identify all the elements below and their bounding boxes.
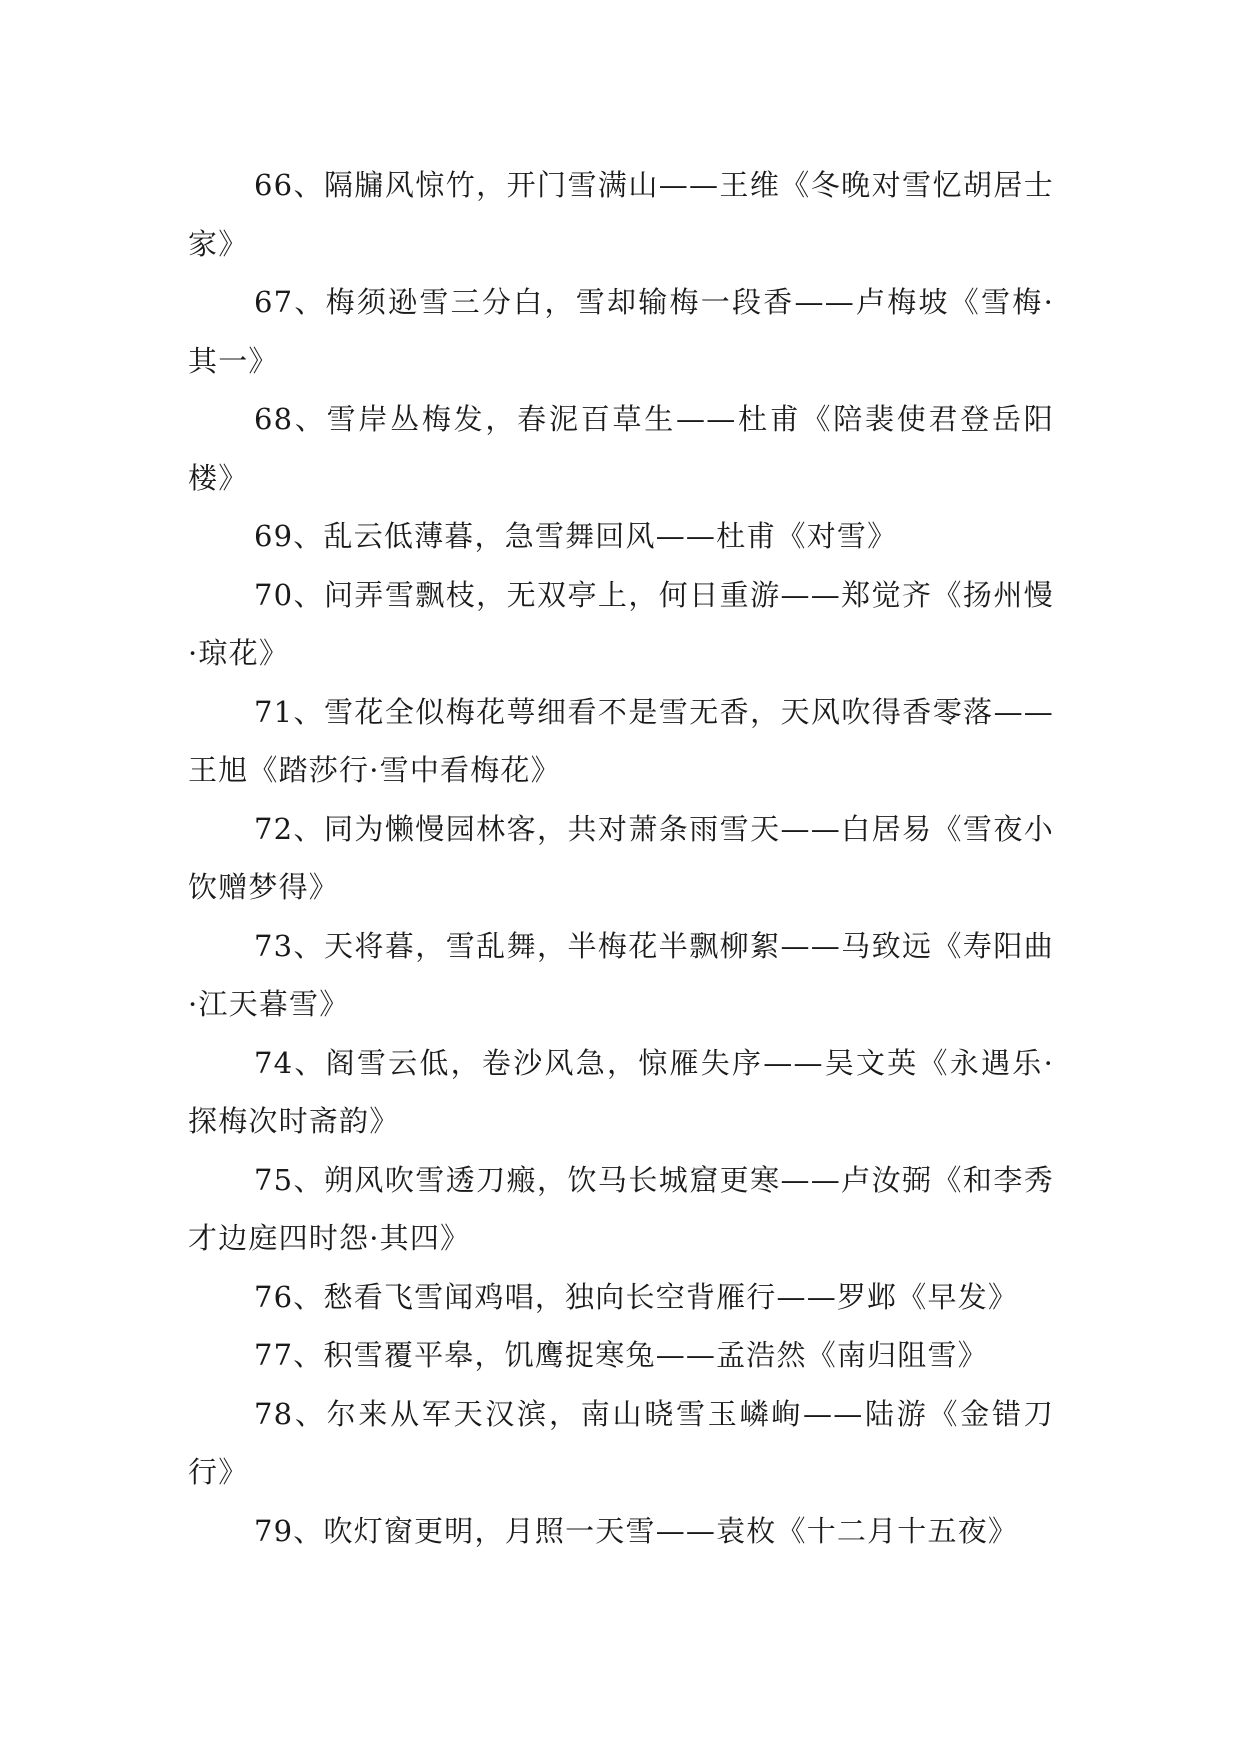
poem-line-67: 67、梅须逊雪三分白，雪却输梅一段香——卢梅坡《雪梅·其一》 — [188, 285, 1054, 378]
poem-line-70: 70、问弄雪飘枝，无双亭上，何日重游——郑觉齐《扬州慢·琼花》 — [188, 577, 1054, 670]
poem-line-78: 78、尔来从军天汉滨，南山晓雪玉嶙峋——陆游《金错刀行》 — [188, 1396, 1054, 1489]
poem-line-79: 79、吹灯窗更明，月照一天雪——袁枚《十二月十五夜》 — [254, 1513, 1019, 1548]
poem-line-76: 76、愁看飞雪闻鸡唱，独向长空背雁行——罗邺《早发》 — [254, 1279, 1019, 1314]
poem-line-71: 71、雪花全似梅花萼细看不是雪无香，天风吹得香零落——王旭《踏莎行·雪中看梅花》 — [188, 694, 1054, 787]
poem-line-73: 73、天将暮，雪乱舞，半梅花半飘柳絮——马致远《寿阳曲·江天暮雪》 — [188, 928, 1054, 1021]
poem-line-66: 66、隔牖风惊竹，开门雪满山——王维《冬晚对雪忆胡居士家》 — [188, 168, 1054, 261]
poem-line-74: 74、阁雪云低，卷沙风急，惊雁失序——吴文英《永遇乐·探梅次时斋韵》 — [188, 1045, 1054, 1138]
poem-line-72: 72、同为懒慢园林客，共对萧条雨雪天——白居易《雪夜小饮赠梦得》 — [188, 811, 1054, 904]
poem-line-69: 69、乱云低薄暮，急雪舞回风——杜甫《对雪》 — [254, 519, 898, 553]
poem-line-77: 77、积雪覆平皋，饥鹰捉寒兔——孟浩然《南归阻雪》 — [254, 1338, 988, 1372]
poem-line-75: 75、朔风吹雪透刀瘢，饮马长城窟更寒——卢汝弼《和李秀才边庭四时怨·其四》 — [188, 1162, 1054, 1255]
poem-line-68: 68、雪岸丛梅发，春泥百草生——杜甫《陪裴使君登岳阳楼》 — [188, 402, 1054, 495]
document-body — [188, 156, 1054, 1560]
